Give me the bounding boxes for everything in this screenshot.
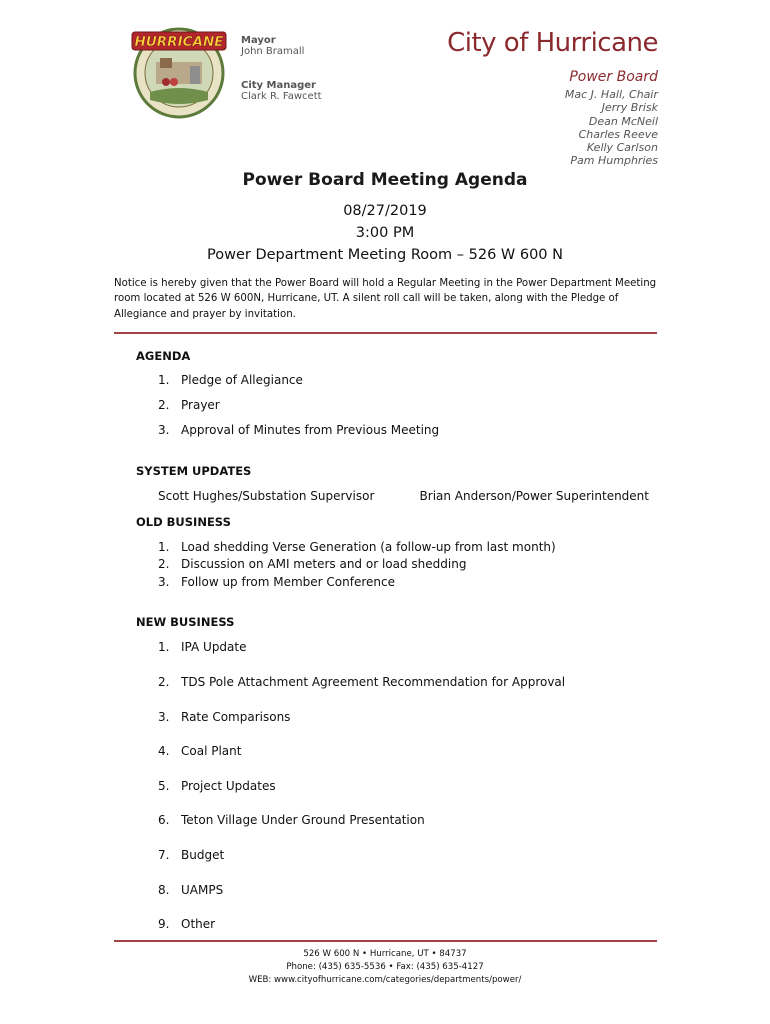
item-number: 1.: [158, 373, 170, 387]
item-text: Approval of Minutes from Previous Meeting: [181, 423, 440, 437]
item-text: IPA Update: [181, 640, 247, 654]
city-manager-label: City Manager: [241, 80, 316, 91]
item-number: 2.: [158, 557, 170, 571]
list-item: [158, 640, 247, 654]
item-number: 7.: [158, 848, 170, 862]
city-manager-name: Clark R. Fawcett: [241, 91, 322, 102]
item-text: UAMPS: [181, 883, 224, 897]
footer-address: 526 W 600 N • Hurricane, UT • 84737: [303, 949, 467, 959]
list-item: [158, 575, 395, 589]
list-item: [158, 883, 223, 897]
meeting-time: 3:00 PM: [355, 225, 415, 241]
list-item: [158, 675, 565, 689]
item-text: Coal Plant: [181, 744, 242, 758]
item-text: Load shedding Verse Generation (a follow-up from last month): [181, 540, 556, 554]
item-number: 3.: [158, 423, 170, 437]
new-business-heading: NEW BUSINESS: [136, 615, 235, 629]
item-number: 6.: [158, 813, 170, 827]
item-number: 3.: [158, 575, 170, 589]
board-member: Dean McNeil: [588, 114, 658, 128]
list-item: [158, 540, 556, 554]
item-number: 9.: [158, 917, 170, 931]
meeting-notice: Notice is hereby given that the Power Board will hold a Regular Meeting in the Power Department Meeting room located at 526 W 600N, Hurricane, UT. A silent roll call will be taken, along with the Pledge of Allegiance and prayer by invitation.: [114, 278, 657, 320]
meeting-location: Power Department Meeting Room – 526 W 600 N: [207, 247, 563, 263]
system-update-right: Brian Anderson/Power Superintendent: [419, 489, 649, 503]
item-text: Rate Comparisons: [181, 710, 291, 724]
item-number: 1.: [158, 540, 170, 554]
item-number: 2.: [158, 675, 170, 689]
system-updates-heading: SYSTEM UPDATES: [136, 464, 252, 478]
item-number: 8.: [158, 883, 170, 897]
list-item: [158, 398, 220, 412]
board-member: Mac J. Hall, Chair: [564, 88, 658, 101]
item-number: 5.: [158, 779, 170, 793]
board-member: Jerry Brisk: [601, 101, 658, 115]
board-member: Kelly Carlson: [586, 141, 658, 155]
item-number: 3.: [158, 710, 170, 724]
item-text: Project Updates: [181, 779, 276, 793]
board-member: Charles Reeve: [578, 127, 658, 141]
list-item: [158, 848, 224, 862]
item-text: Other: [181, 917, 216, 931]
item-text: Budget: [181, 848, 225, 862]
item-text: Pledge of Allegiance: [181, 373, 303, 387]
board-title: Power Board: [569, 69, 658, 85]
page-title: Power Board Meeting Agenda: [242, 170, 528, 190]
item-number: 2.: [158, 398, 170, 412]
item-text: Follow up from Member Conference: [181, 575, 395, 589]
city-seal-logo: [130, 22, 228, 120]
board-member: Pam Humphries: [570, 154, 658, 168]
mayor-label: Mayor: [241, 35, 276, 46]
divider: [114, 332, 657, 334]
list-item: [158, 917, 215, 931]
item-text: TDS Pole Attachment Agreement Recommendation for Approval: [181, 675, 566, 689]
agenda-heading: AGENDA: [136, 349, 191, 363]
city-title: City of Hurricane: [447, 28, 658, 58]
item-number: 4.: [158, 744, 170, 758]
list-item: [158, 423, 439, 437]
old-business-heading: OLD BUSINESS: [136, 515, 231, 529]
board-members: [565, 88, 658, 168]
item-text: Teton Village Under Ground Presentation: [181, 813, 425, 827]
item-number: 1.: [158, 640, 170, 654]
list-item: [158, 813, 425, 827]
mayor-name: John Bramall: [241, 46, 305, 57]
footer-web[interactable]: WEB: www.cityofhurricane.com/categories/departments/power/: [248, 975, 522, 985]
item-text: Discussion on AMI meters and or load shedding: [181, 557, 467, 571]
logo-wordmark: HURRICANE: [134, 34, 224, 50]
list-item: [158, 710, 290, 724]
item-text: Prayer: [181, 398, 220, 412]
list-item: [158, 373, 303, 387]
list-item: [158, 779, 276, 793]
footer-divider: [114, 940, 657, 942]
list-item: [158, 744, 241, 758]
footer-phone: Phone: (435) 635-5536 • Fax: (435) 635-4127: [286, 962, 484, 972]
list-item: [158, 557, 466, 571]
system-update-left: Scott Hughes/Substation Supervisor: [158, 489, 375, 503]
meeting-date: 08/27/2019: [343, 203, 427, 219]
